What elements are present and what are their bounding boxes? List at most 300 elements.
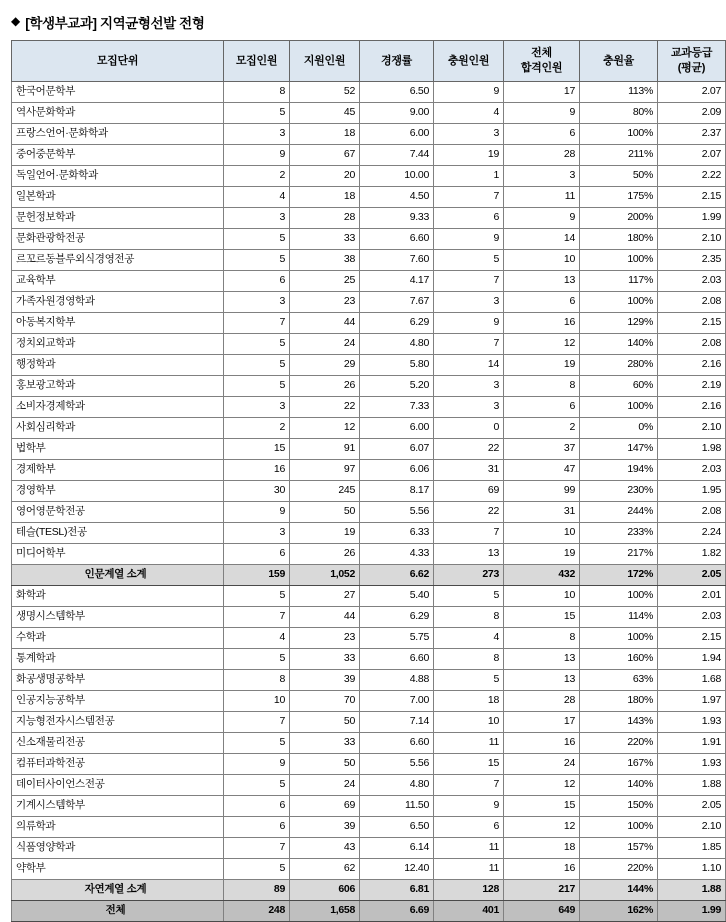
cell-total_passed: 37	[504, 439, 580, 460]
cell-ratio: 12.40	[360, 859, 434, 880]
cell-total_passed: 12	[504, 775, 580, 796]
cell-applied: 33	[290, 649, 360, 670]
cell-total_passed: 6	[504, 397, 580, 418]
cell-ratio: 4.88	[360, 670, 434, 691]
table-body	[12, 82, 726, 922]
cell-fill_rate: 180%	[580, 691, 658, 712]
cell-fill_rate: 220%	[580, 859, 658, 880]
cell-applied: 38	[290, 250, 360, 271]
cell-fill_rate: 172%	[580, 565, 658, 586]
cell-ratio: 6.81	[360, 880, 434, 901]
admissions-table-container	[0, 30, 721, 922]
table-row	[12, 187, 726, 208]
table-row	[12, 901, 726, 922]
page-title-text: [학생부교과] 지역균형선발 전형	[25, 16, 205, 31]
cell-total_passed: 13	[504, 649, 580, 670]
cell-total_passed: 6	[504, 292, 580, 313]
cell-ratio: 5.75	[360, 628, 434, 649]
table-row	[12, 439, 726, 460]
cell-recruit: 5	[224, 334, 290, 355]
cell-unit: 약학부	[12, 859, 224, 880]
cell-extra: 0	[434, 418, 504, 439]
cell-unit: 의류학과	[12, 817, 224, 838]
cell-total_passed: 13	[504, 670, 580, 691]
cell-ratio: 4.33	[360, 544, 434, 565]
cell-unit: 경영학부	[12, 481, 224, 502]
cell-applied: 19	[290, 523, 360, 544]
cell-recruit: 6	[224, 544, 290, 565]
cell-ratio: 9.33	[360, 208, 434, 229]
cell-fill_rate: 162%	[580, 901, 658, 922]
cell-ratio: 11.50	[360, 796, 434, 817]
cell-recruit: 3	[224, 523, 290, 544]
cell-recruit: 5	[224, 355, 290, 376]
table-row	[12, 691, 726, 712]
cell-total_passed: 9	[504, 103, 580, 124]
column-header-fill-rate-label: 충원율	[603, 54, 634, 67]
cell-unit: 독일언어·문화학과	[12, 166, 224, 187]
cell-recruit: 15	[224, 439, 290, 460]
table-row	[12, 733, 726, 754]
cell-fill_rate: 114%	[580, 607, 658, 628]
table-row	[12, 166, 726, 187]
cell-extra: 4	[434, 628, 504, 649]
cell-recruit: 5	[224, 586, 290, 607]
cell-unit: 테슬(TESL)전공	[12, 523, 224, 544]
cell-ratio: 10.00	[360, 166, 434, 187]
cell-total_passed: 24	[504, 754, 580, 775]
cell-unit: 문헌정보학과	[12, 208, 224, 229]
column-header-fill-rate	[580, 41, 658, 82]
cell-grade: 1.68	[658, 670, 726, 691]
cell-applied: 26	[290, 544, 360, 565]
cell-ratio: 6.06	[360, 460, 434, 481]
cell-grade: 2.10	[658, 817, 726, 838]
cell-fill_rate: 167%	[580, 754, 658, 775]
cell-ratio: 6.60	[360, 649, 434, 670]
cell-grade: 1.99	[658, 901, 726, 922]
column-header-total-passed-label-1: 전체	[531, 47, 552, 60]
cell-extra: 9	[434, 796, 504, 817]
cell-ratio: 6.60	[360, 733, 434, 754]
table-row	[12, 544, 726, 565]
cell-unit: 행정학과	[12, 355, 224, 376]
cell-ratio: 6.62	[360, 565, 434, 586]
cell-grade: 2.15	[658, 187, 726, 208]
column-header-extra	[434, 41, 504, 82]
column-header-grade	[658, 41, 726, 82]
table-row	[12, 754, 726, 775]
cell-grade: 1.91	[658, 733, 726, 754]
table-row	[12, 607, 726, 628]
cell-recruit: 4	[224, 187, 290, 208]
cell-unit: 아동복지학부	[12, 313, 224, 334]
cell-grade: 2.05	[658, 565, 726, 586]
cell-fill_rate: 100%	[580, 292, 658, 313]
cell-recruit: 5	[224, 103, 290, 124]
cell-fill_rate: 0%	[580, 418, 658, 439]
column-header-unit	[12, 41, 224, 82]
cell-extra: 69	[434, 481, 504, 502]
cell-applied: 62	[290, 859, 360, 880]
cell-ratio: 5.56	[360, 754, 434, 775]
cell-fill_rate: 194%	[580, 460, 658, 481]
cell-applied: 606	[290, 880, 360, 901]
cell-extra: 13	[434, 544, 504, 565]
cell-total_passed: 47	[504, 460, 580, 481]
cell-extra: 31	[434, 460, 504, 481]
cell-extra: 5	[434, 586, 504, 607]
cell-grade: 1.95	[658, 481, 726, 502]
cell-total_passed: 16	[504, 733, 580, 754]
cell-fill_rate: 140%	[580, 334, 658, 355]
cell-unit: 미디어학부	[12, 544, 224, 565]
cell-ratio: 5.20	[360, 376, 434, 397]
cell-ratio: 4.50	[360, 187, 434, 208]
cell-fill_rate: 100%	[580, 628, 658, 649]
cell-unit: 교육학부	[12, 271, 224, 292]
table-row	[12, 775, 726, 796]
table-row	[12, 628, 726, 649]
cell-applied: 45	[290, 103, 360, 124]
cell-grade: 1.97	[658, 691, 726, 712]
table-row	[12, 229, 726, 250]
cell-grade: 1.82	[658, 544, 726, 565]
cell-applied: 26	[290, 376, 360, 397]
cell-total_passed: 217	[504, 880, 580, 901]
cell-recruit: 5	[224, 859, 290, 880]
cell-total_passed: 12	[504, 334, 580, 355]
cell-grade: 2.03	[658, 271, 726, 292]
cell-ratio: 5.80	[360, 355, 434, 376]
cell-extra: 4	[434, 103, 504, 124]
cell-recruit: 3	[224, 124, 290, 145]
cell-unit: 통계학과	[12, 649, 224, 670]
cell-ratio: 4.80	[360, 334, 434, 355]
cell-ratio: 6.14	[360, 838, 434, 859]
cell-fill_rate: 147%	[580, 439, 658, 460]
cell-grade: 2.15	[658, 313, 726, 334]
cell-applied: 50	[290, 754, 360, 775]
table-row	[12, 796, 726, 817]
cell-fill_rate: 233%	[580, 523, 658, 544]
cell-applied: 245	[290, 481, 360, 502]
cell-ratio: 7.00	[360, 691, 434, 712]
cell-applied: 50	[290, 712, 360, 733]
cell-grade: 1.93	[658, 754, 726, 775]
cell-unit: 데이터사이언스전공	[12, 775, 224, 796]
cell-total_passed: 3	[504, 166, 580, 187]
cell-applied: 44	[290, 607, 360, 628]
cell-unit: 문화관광학전공	[12, 229, 224, 250]
cell-total_passed: 16	[504, 313, 580, 334]
cell-extra: 10	[434, 712, 504, 733]
table-header-row	[12, 41, 726, 82]
table-row	[12, 817, 726, 838]
cell-grade: 2.08	[658, 334, 726, 355]
cell-fill_rate: 100%	[580, 817, 658, 838]
cell-grade: 2.16	[658, 397, 726, 418]
cell-recruit: 7	[224, 838, 290, 859]
cell-unit: 한국어문학부	[12, 82, 224, 103]
cell-unit: 식품영양학과	[12, 838, 224, 859]
cell-extra: 22	[434, 439, 504, 460]
table-row	[12, 292, 726, 313]
cell-fill_rate: 80%	[580, 103, 658, 124]
cell-unit: 법학부	[12, 439, 224, 460]
cell-ratio: 7.60	[360, 250, 434, 271]
cell-applied: 70	[290, 691, 360, 712]
cell-applied: 18	[290, 124, 360, 145]
table-row	[12, 460, 726, 481]
column-header-grade-label-2: (평균)	[677, 62, 706, 74]
cell-applied: 1,052	[290, 565, 360, 586]
cell-ratio: 5.56	[360, 502, 434, 523]
cell-unit: 중어중문학부	[12, 145, 224, 166]
cell-recruit: 9	[224, 502, 290, 523]
cell-ratio: 4.80	[360, 775, 434, 796]
cell-applied: 52	[290, 82, 360, 103]
cell-extra: 1	[434, 166, 504, 187]
cell-fill_rate: 129%	[580, 313, 658, 334]
cell-grade: 2.22	[658, 166, 726, 187]
column-header-total-passed	[504, 41, 580, 82]
table-row	[12, 523, 726, 544]
cell-extra: 8	[434, 607, 504, 628]
cell-unit: 화학과	[12, 586, 224, 607]
cell-total_passed: 28	[504, 691, 580, 712]
cell-extra: 7	[434, 187, 504, 208]
cell-unit: 역사문화학과	[12, 103, 224, 124]
cell-applied: 43	[290, 838, 360, 859]
cell-applied: 22	[290, 397, 360, 418]
cell-extra: 11	[434, 733, 504, 754]
cell-grade: 2.09	[658, 103, 726, 124]
cell-recruit: 4	[224, 628, 290, 649]
cell-ratio: 6.07	[360, 439, 434, 460]
cell-total_passed: 31	[504, 502, 580, 523]
cell-unit: 소비자경제학과	[12, 397, 224, 418]
cell-recruit: 8	[224, 82, 290, 103]
cell-total_passed: 8	[504, 628, 580, 649]
cell-unit: 경제학부	[12, 460, 224, 481]
table-row	[12, 670, 726, 691]
cell-extra: 15	[434, 754, 504, 775]
cell-unit: 컴퓨터과학전공	[12, 754, 224, 775]
cell-extra: 11	[434, 838, 504, 859]
cell-recruit: 2	[224, 166, 290, 187]
cell-grade: 1.10	[658, 859, 726, 880]
cell-fill_rate: 60%	[580, 376, 658, 397]
cell-unit: 수학과	[12, 628, 224, 649]
cell-recruit: 159	[224, 565, 290, 586]
cell-ratio: 7.33	[360, 397, 434, 418]
cell-extra: 18	[434, 691, 504, 712]
cell-fill_rate: 63%	[580, 670, 658, 691]
cell-fill_rate: 144%	[580, 880, 658, 901]
cell-applied: 27	[290, 586, 360, 607]
cell-recruit: 248	[224, 901, 290, 922]
cell-extra: 273	[434, 565, 504, 586]
cell-applied: 44	[290, 313, 360, 334]
cell-applied: 33	[290, 229, 360, 250]
cell-unit: 지능형전자시스템전공	[12, 712, 224, 733]
cell-total_passed: 16	[504, 859, 580, 880]
cell-grade: 2.37	[658, 124, 726, 145]
column-header-recruit	[224, 41, 290, 82]
cell-ratio: 6.00	[360, 418, 434, 439]
cell-total_passed: 2	[504, 418, 580, 439]
cell-extra: 5	[434, 250, 504, 271]
cell-total_passed: 10	[504, 523, 580, 544]
cell-total_passed: 13	[504, 271, 580, 292]
cell-grade: 2.35	[658, 250, 726, 271]
cell-grade: 1.99	[658, 208, 726, 229]
cell-fill_rate: 100%	[580, 250, 658, 271]
cell-fill_rate: 280%	[580, 355, 658, 376]
table-row	[12, 124, 726, 145]
cell-recruit: 3	[224, 208, 290, 229]
cell-extra: 22	[434, 502, 504, 523]
column-header-ratio-label: 경쟁률	[381, 54, 412, 67]
table-row	[12, 250, 726, 271]
diamond-bullet-icon: ◆	[11, 14, 21, 28]
cell-recruit: 5	[224, 649, 290, 670]
cell-total_passed: 9	[504, 208, 580, 229]
table-row	[12, 418, 726, 439]
column-header-total-passed-label-2: 합격인원	[520, 62, 563, 74]
cell-ratio: 7.67	[360, 292, 434, 313]
cell-extra: 9	[434, 82, 504, 103]
cell-grade: 2.15	[658, 628, 726, 649]
cell-applied: 67	[290, 145, 360, 166]
cell-fill_rate: 160%	[580, 649, 658, 670]
cell-recruit: 6	[224, 796, 290, 817]
cell-total_passed: 19	[504, 544, 580, 565]
table-row	[12, 145, 726, 166]
cell-unit: 기계시스템학부	[12, 796, 224, 817]
cell-ratio: 6.00	[360, 124, 434, 145]
cell-unit: 화공생명공학부	[12, 670, 224, 691]
cell-unit: 사회심리학과	[12, 418, 224, 439]
cell-total_passed: 19	[504, 355, 580, 376]
cell-ratio: 6.60	[360, 229, 434, 250]
cell-unit: 영어영문학전공	[12, 502, 224, 523]
cell-total_passed: 99	[504, 481, 580, 502]
cell-applied: 39	[290, 817, 360, 838]
column-header-applied	[290, 41, 360, 82]
cell-fill_rate: 143%	[580, 712, 658, 733]
cell-ratio: 7.44	[360, 145, 434, 166]
cell-fill_rate: 100%	[580, 124, 658, 145]
table-row	[12, 82, 726, 103]
cell-total_passed: 14	[504, 229, 580, 250]
cell-fill_rate: 217%	[580, 544, 658, 565]
cell-ratio: 4.17	[360, 271, 434, 292]
cell-extra: 7	[434, 775, 504, 796]
cell-total_passed: 11	[504, 187, 580, 208]
cell-fill_rate: 220%	[580, 733, 658, 754]
cell-total_passed: 28	[504, 145, 580, 166]
cell-total_passed: 12	[504, 817, 580, 838]
cell-fill_rate: 100%	[580, 586, 658, 607]
cell-fill_rate: 150%	[580, 796, 658, 817]
cell-fill_rate: 200%	[580, 208, 658, 229]
cell-extra: 11	[434, 859, 504, 880]
cell-recruit: 16	[224, 460, 290, 481]
cell-applied: 69	[290, 796, 360, 817]
cell-fill_rate: 244%	[580, 502, 658, 523]
page-title	[0, 0, 671, 30]
cell-applied: 33	[290, 733, 360, 754]
cell-fill_rate: 100%	[580, 397, 658, 418]
table-row	[12, 208, 726, 229]
cell-extra: 3	[434, 376, 504, 397]
cell-fill_rate: 113%	[580, 82, 658, 103]
cell-extra: 6	[434, 817, 504, 838]
cell-recruit: 5	[224, 250, 290, 271]
cell-extra: 128	[434, 880, 504, 901]
table-row	[12, 586, 726, 607]
cell-recruit: 89	[224, 880, 290, 901]
cell-applied: 25	[290, 271, 360, 292]
cell-recruit: 7	[224, 313, 290, 334]
cell-grade: 2.24	[658, 523, 726, 544]
cell-extra: 7	[434, 271, 504, 292]
cell-extra: 6	[434, 208, 504, 229]
table-row	[12, 649, 726, 670]
cell-extra: 9	[434, 313, 504, 334]
cell-total_passed: 15	[504, 796, 580, 817]
cell-unit: 인문계열 소계	[12, 565, 224, 586]
cell-total_passed: 17	[504, 712, 580, 733]
cell-total_passed: 17	[504, 82, 580, 103]
table-row	[12, 481, 726, 502]
cell-total_passed: 15	[504, 607, 580, 628]
cell-applied: 18	[290, 187, 360, 208]
cell-grade: 2.16	[658, 355, 726, 376]
table-row	[12, 880, 726, 901]
table-row	[12, 103, 726, 124]
cell-ratio: 6.29	[360, 313, 434, 334]
cell-ratio: 6.29	[360, 607, 434, 628]
cell-recruit: 6	[224, 817, 290, 838]
cell-extra: 5	[434, 670, 504, 691]
cell-grade: 2.07	[658, 82, 726, 103]
column-header-grade-label-1: 교과등급	[670, 47, 713, 60]
cell-recruit: 3	[224, 292, 290, 313]
cell-fill_rate: 180%	[580, 229, 658, 250]
cell-total_passed: 10	[504, 586, 580, 607]
table-row	[12, 334, 726, 355]
cell-recruit: 7	[224, 607, 290, 628]
cell-applied: 23	[290, 292, 360, 313]
cell-recruit: 7	[224, 712, 290, 733]
cell-grade: 1.85	[658, 838, 726, 859]
cell-recruit: 10	[224, 691, 290, 712]
cell-total_passed: 18	[504, 838, 580, 859]
cell-ratio: 6.50	[360, 82, 434, 103]
cell-ratio: 6.50	[360, 817, 434, 838]
cell-grade: 2.07	[658, 145, 726, 166]
cell-applied: 97	[290, 460, 360, 481]
cell-applied: 12	[290, 418, 360, 439]
cell-grade: 2.08	[658, 292, 726, 313]
cell-grade: 2.05	[658, 796, 726, 817]
column-header-ratio	[360, 41, 434, 82]
cell-extra: 7	[434, 334, 504, 355]
table-row	[12, 355, 726, 376]
